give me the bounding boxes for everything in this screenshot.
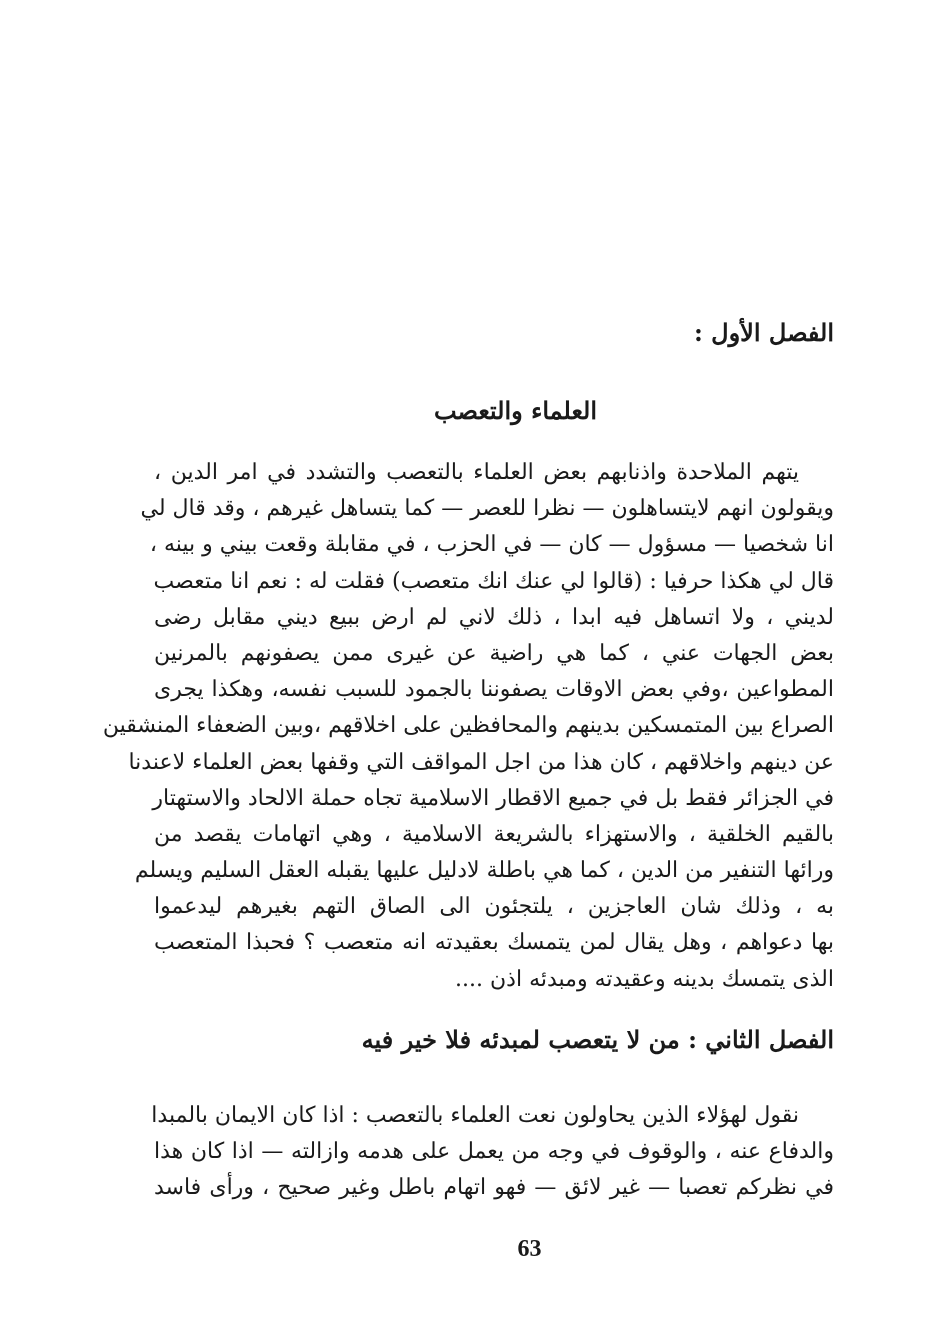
chapter-1-subtitle: العلماء والتعصب	[433, 396, 598, 425]
text-line: ورائها التنفير من الدين ، كما هي باطلة لادليل عليها يقبله العقل السليم ويسلم	[134, 858, 834, 884]
text-line: به ، وذلك شان العاجزين ، يلتجئون الى الصاق التهم بغيرهم ليدعموا	[154, 894, 834, 920]
text-line: الذى يتمسك بدينه وعقيدته ومبدئه اذن ....	[455, 966, 834, 992]
chapter-2-title: الفصل الثاني : من لا يتعصب لمبدئه فلا خير فيه	[361, 1025, 834, 1054]
text-line: في الجزائر فقط بل في جميع الاقطار الاسلامية تجاه حملة الالحاد والاستهتار	[152, 785, 834, 811]
text-line: يتهم الملاحدة واذنابهم بعض العلماء بالتعصب والتشدد في امر الدين ،	[154, 460, 799, 485]
text-line: قال لي هكذا حرفيا : (قالوا لي عنك انك متعصب) فقلت له : نعم انا متعصب	[153, 568, 834, 594]
text-line: عن دينهم واخلاقهم ، كان هذا من اجل المواقف التي وقفها بعض العلماء لاعندنا	[128, 749, 834, 775]
text-line: الصراع بين المتمسكين بدينهم والمحافظين على اخلاقهم ،وبين الضعفاء المنشقين	[102, 713, 834, 739]
text-line: انا شخصيا — مسؤول — كان — في الحزب ، في مقابلة وقعت بيني و بينه ،	[149, 532, 834, 558]
text-line: نقول لهؤلاء الذين يحاولون نعت العلماء بالتعصب : اذا كان الايمان بالمبدا	[151, 1103, 799, 1128]
text-line: والدفاع عنه ، والوقوف في وجه من يعمل على هدمه وازالته — اذا كان هذا	[154, 1139, 834, 1165]
paragraph-2	[151, 1098, 834, 1207]
text-line: المطواعين ،وفي بعض الاوقات يصفوننا بالجمود للسبب نفسه، وهكذا يجرى	[154, 677, 834, 703]
text-line: بها دعواهم ، وهل يقال لمن يتمسك بعقيدته انه متعصب ؟ فحبذا المتعصب	[154, 930, 834, 956]
text-line: بعض الجهات عني ، كما هي راضية عن غيرى ممن يصفونهم بالمرنين	[154, 640, 834, 666]
text-line: ويقولون انهم لايتساهلون — نظرا للعصر — كما يتساهل غيرهم ، وقد قال لي	[140, 496, 834, 522]
text-line: بالقيم الخلقية ، والاستهزاء بالشريعة الاسلامية ، وهي اتهامات يقصد من	[154, 821, 834, 847]
page-number: 63	[517, 1236, 542, 1262]
paragraph-1	[102, 455, 834, 998]
chapter-1-title: الفصل الأول :	[693, 318, 834, 347]
text-line: لديني ، ولا اتساهل فيه ابدا ، ذلك لاني لم ارض ببيع ديني مقابل رضى	[154, 604, 834, 630]
text-line: في نظركم تعصبا — غير لائق — فهو اتهام باطل وغير صحيح ، ورأى فاسد	[154, 1175, 834, 1201]
